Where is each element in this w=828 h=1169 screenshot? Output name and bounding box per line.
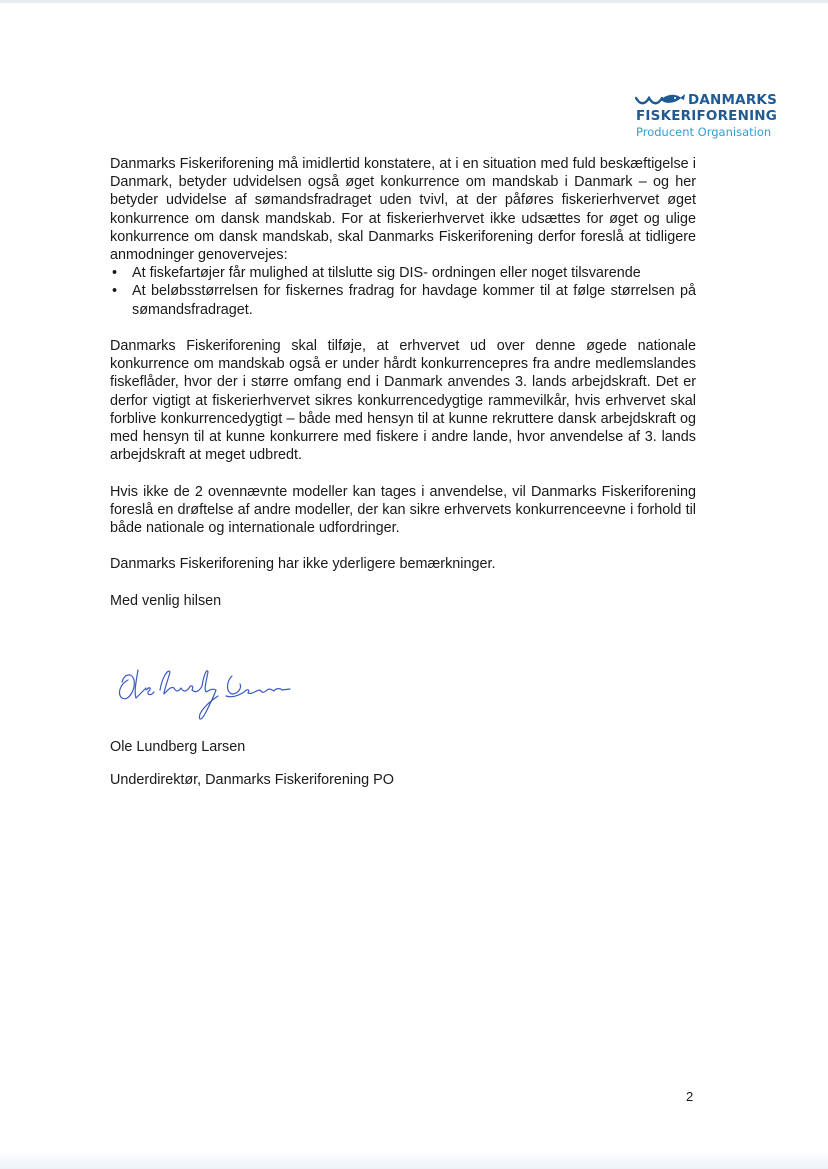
page-bottom-edge (0, 1150, 828, 1169)
paragraph-international: Danmarks Fiskeriforening skal tilføje, at erhvervet ud over denne øgede nationale konkurrence om mandskab også er under hårdt konkurrencepres fra andre medlemslandes fiskeflåder, hvor der i større omfang end i Danmark anvendes 3. lands arbejdskraft. Det er derfor vigtigt at fiskerierhvervet sikres konkurrencedygtige rammevilkår, hvis erhvervet skal forblive konkurrencedygtigt – både med hensyn til at kunne rekruttere dansk arbejdskraft og med hensyn til at kunne konkurrere med fiskere i andre lande, hvor anvendelse af 3. lands arbejdskraft at meget udbredt. (110, 338, 696, 464)
organization-logo (632, 92, 792, 142)
letter-body (110, 155, 696, 628)
closing-salutation: Med venlig hilsen (110, 592, 222, 609)
signer-block (110, 738, 394, 804)
paragraph-competition: Danmarks Fiskeriforening må imidlertid konstatere, at i en situation med fuld beskæftigelse i Danmark, betyder udvidelsen også øget konkurrence om mandskab i Danmark – og her betyder udvidelse af sømandsfradraget uden tvivl, at der påføres fiskerierhvervet øget konkurrence om dansk mandskab. For at fiskerierhvervet ikke udsættes for øget og ulige konkurrence om dansk mandskab, skal Danmarks Fiskeriforening derfor foreslå at tidligere anmodninger genovervejes: (110, 156, 696, 264)
handwritten-signature (114, 660, 294, 726)
list-item: • At fiskefartøjer får mulighed at tilslutte sig DIS- ordningen eller noget tilsvarende (110, 264, 696, 282)
paragraph-no-further-remarks: Danmarks Fiskeriforening har ikke yderligere bemærkninger. (110, 556, 496, 573)
fish-wave-icon (635, 93, 685, 107)
proposal-list (110, 264, 696, 319)
page-number: 2 (686, 1089, 694, 1104)
signer-name: Ole Lundberg Larsen (110, 739, 246, 755)
logo-text-producent-organisation: Producent Organisation (636, 125, 772, 139)
page-top-edge (0, 0, 828, 3)
list-item: • At beløbsstørrelsen for fiskernes fradrag for havdage kommer til at følge størrelsen på sømandsfradraget. (110, 282, 696, 318)
signer-title: Underdirektør, Danmarks Fiskeriforening PO (110, 772, 394, 789)
logo-text-danmarks: DANMARKS (688, 92, 778, 108)
paragraph-alternatives: Hvis ikke de 2 ovennævnte modeller kan tages i anvendelse, vil Danmarks Fiskeriforening foreslå en drøftelse af andre modeller, der kan sikre erhvervets konkurrenceevne i forhold til både nationale og internationale udfordringer. (110, 483, 696, 537)
logo-text-fiskeriforening: FISKERIFORENING (636, 108, 778, 124)
